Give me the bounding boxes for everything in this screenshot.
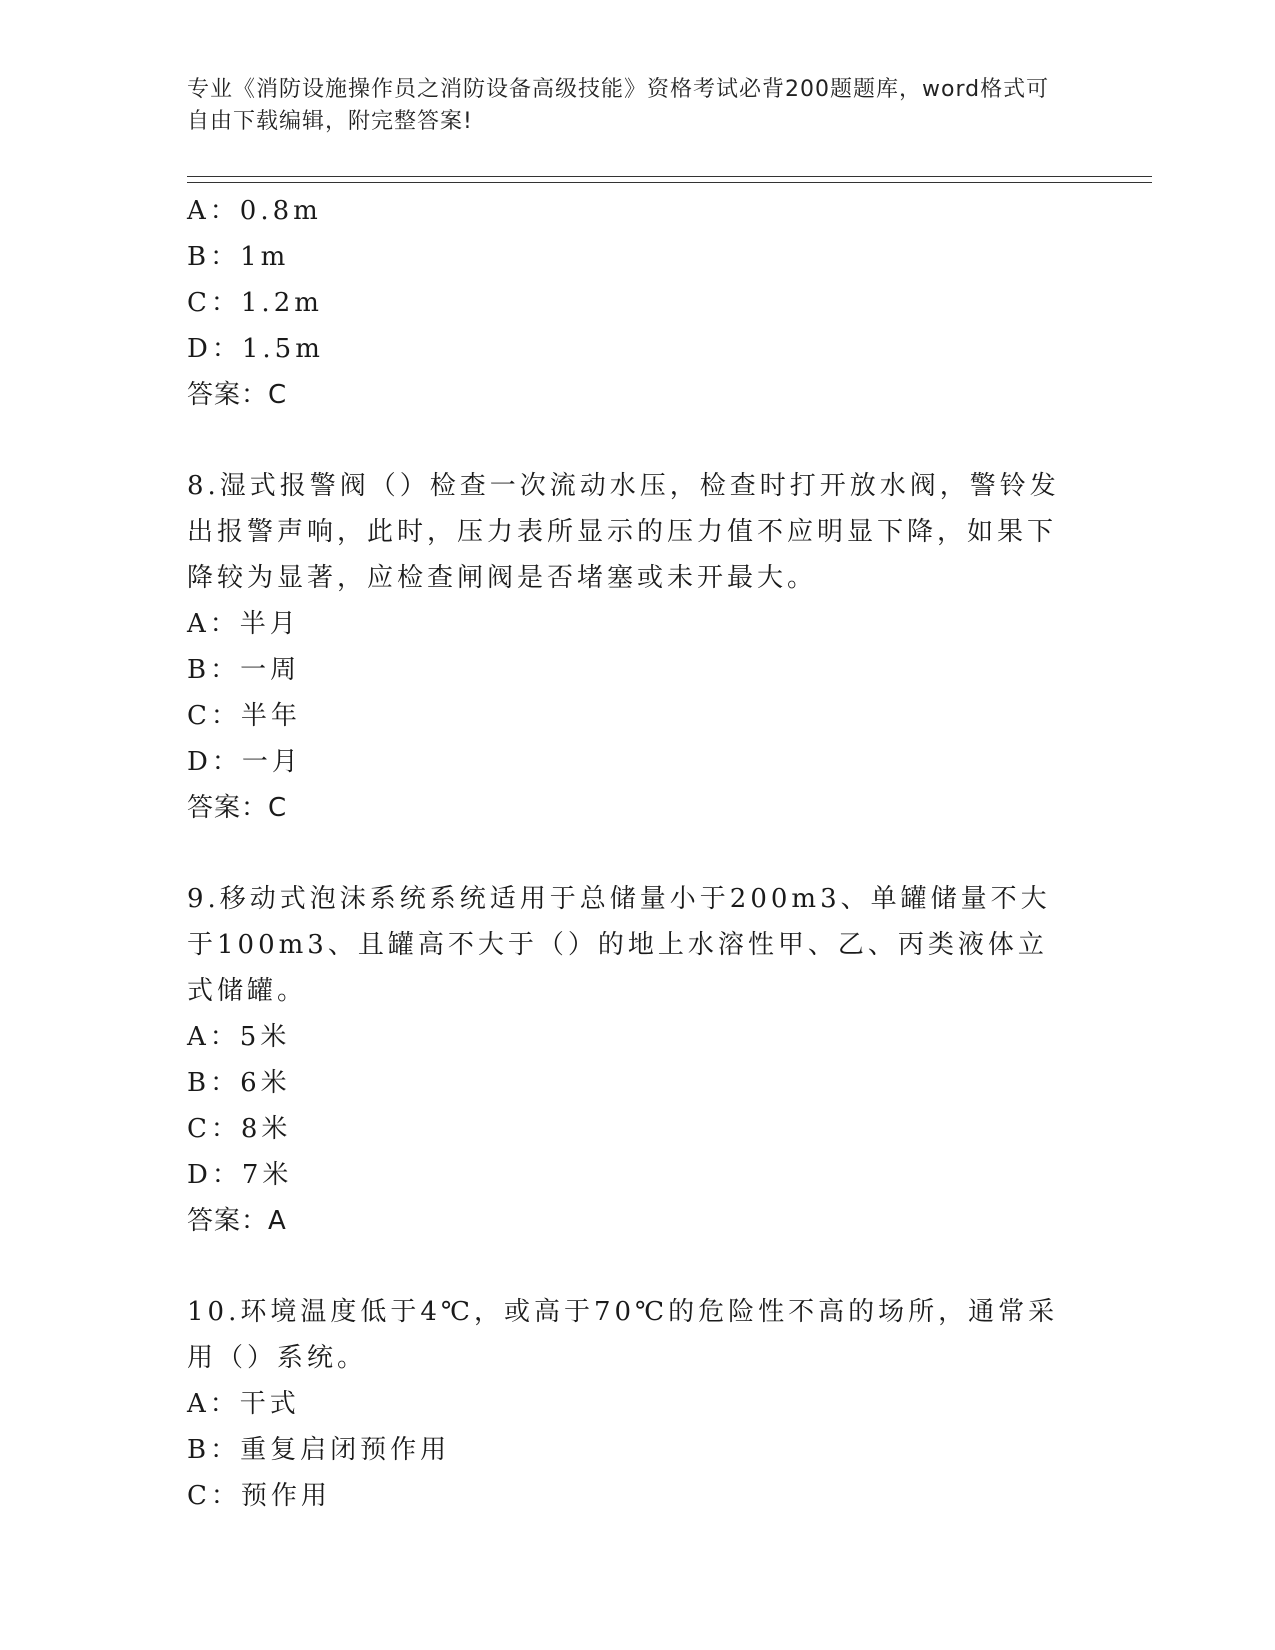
question-list [187, 188, 1087, 1519]
option-b: B：一周 [187, 655, 301, 685]
header-divider-top [187, 176, 1152, 177]
option-d: D：7米 [187, 1160, 293, 1190]
question-9 [187, 876, 1087, 1244]
question-text: 10.环境温度低于4℃，或高于70℃的危险性不高的场所，通常采用（）系统。 [187, 1297, 1059, 1373]
option-d: D：1.5m [187, 334, 324, 364]
answer: 答案：C [187, 793, 288, 823]
option-c: C：半年 [187, 701, 301, 731]
question-10 [187, 1289, 1087, 1519]
option-c: C：8米 [187, 1114, 292, 1144]
page-header: 专业《消防设施操作员之消防设备高级技能》资格考试必背200题题库，word格式可自由下载编辑，附完整答案! [187, 77, 1050, 134]
option-c: C：预作用 [187, 1481, 331, 1511]
question-7 [187, 188, 1087, 418]
option-c: C：1.2m [187, 288, 323, 318]
option-b: B：6米 [187, 1068, 291, 1098]
option-a: A：5米 [187, 1022, 291, 1052]
option-a: A：0.8m [187, 196, 322, 226]
option-d: D：一月 [187, 747, 302, 777]
answer: 答案：A [187, 1206, 287, 1236]
option-b: B：1m [187, 242, 290, 272]
question-8 [187, 463, 1087, 831]
option-a: A：半月 [187, 609, 300, 639]
option-b: B：重复启闭预作用 [187, 1435, 451, 1465]
header-divider-bottom [187, 182, 1152, 183]
question-text: 8.湿式报警阀（）检查一次流动水压，检查时打开放水阀，警铃发出报警声响，此时，压力表所显示的压力值不应明显下降，如果下降较为显著，应检查闸阀是否堵塞或未开最大。 [187, 471, 1060, 593]
question-text: 9.移动式泡沫系统系统适用于总储量小于200m3、单罐储量不大于100m3、且罐高不大于（）的地上水溶性甲、乙、丙类液体立式储罐。 [187, 884, 1051, 1006]
answer: 答案：C [187, 380, 288, 410]
option-a: A：干式 [187, 1389, 300, 1419]
